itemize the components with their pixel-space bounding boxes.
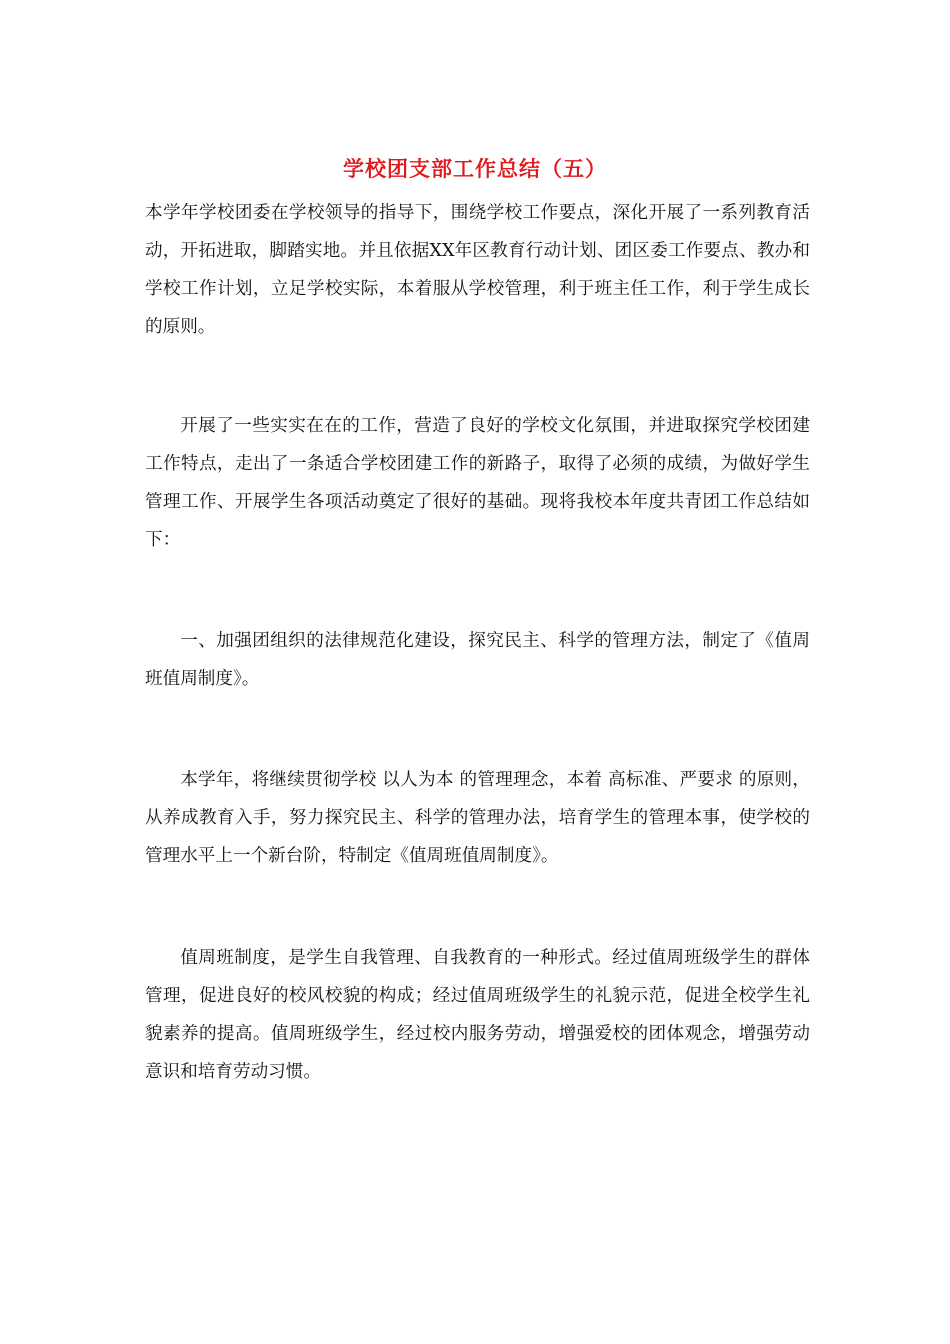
document-title: 学校团支部工作总结（五） (343, 157, 607, 181)
paragraph-section-one-heading: 一、加强团组织的法律规范化建设，探究民主、科学的管理方法，制定了《值周班值周制度》。 (145, 631, 810, 689)
paragraph-intro: 本学年学校团委在学校领导的指导下，围绕学校工作要点，深化开展了一系列教育活动，开拓进取，脚踏实地。并且依据XX年区教育行动计划、团区委工作要点、教办和学校工作计划，立足学校实际，本着服从学校管理，利于班主任工作，利于学生成长的原则。 (145, 203, 810, 337)
paragraph-management-philosophy: 本学年，将继续贯彻学校 以人为本 的管理理念，本着 高标准、严要求 的原则，从养成教育入手，努力探究民主、科学的管理办法，培育学生的管理本事，使学校的管理水平上一个新台阶，特制定《值周班值周制度》。 (145, 770, 810, 866)
paragraph-duty-class-system: 值周班制度，是学生自我管理、自我教育的一种形式。经过值周班级学生的群体管理，促进良好的校风校貌的构成；经过值周班级学生的礼貌示范，促进全校学生礼貌素养的提高。值周班级学生，经过校内服务劳动，增强爱校的团体观念，增强劳动意识和培育劳动习惯。 (145, 948, 810, 1082)
paragraph-work-overview: 开展了一些实实在在的工作，营造了良好的学校文化氛围，并进取探究学校团建工作特点，走出了一条适合学校团建工作的新路子，取得了必须的成绩，为做好学生管理工作、开展学生各项活动奠定了很好的基础。现将我校本年度共青团工作总结如下： (145, 416, 810, 550)
